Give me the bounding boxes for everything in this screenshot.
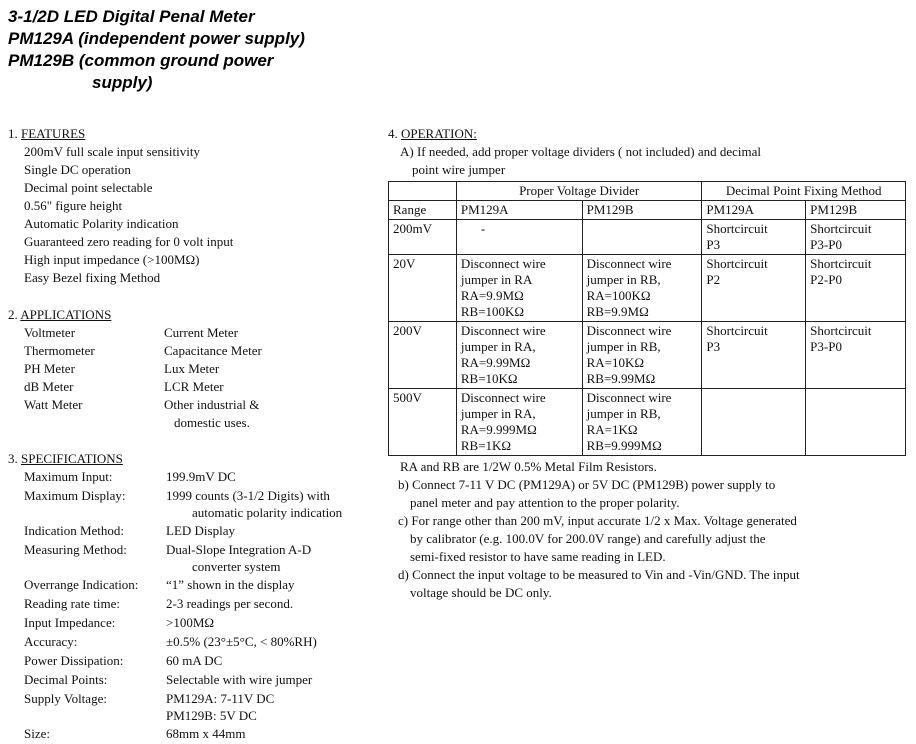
applications-heading-number: 2. xyxy=(8,307,21,322)
spec-label: Overrange Indication: xyxy=(24,577,139,592)
cell-line: Shortcircuit xyxy=(810,323,872,338)
resistor-note: RA and RB are 1/2W 0.5% Metal Film Resistors. xyxy=(400,459,657,474)
applications-heading: APPLICATIONS xyxy=(20,307,112,322)
specifications-heading: SPECIFICATIONS xyxy=(21,451,123,466)
operation-steps xyxy=(388,476,908,602)
cell-line: Disconnect wire xyxy=(460,323,546,338)
spec-value xyxy=(166,541,366,575)
cell-line: RB=1KΩ xyxy=(460,438,512,453)
spec-value-line: 1999 counts (3-1/2 Digits) with xyxy=(166,488,330,503)
cell-line: - xyxy=(480,221,486,236)
range-cell: 200V xyxy=(389,322,457,389)
spec-value-line: 60 mA DC xyxy=(166,653,223,668)
spec-value-line: >100MΩ xyxy=(166,615,215,630)
spec-value xyxy=(166,595,366,613)
table-cell xyxy=(702,322,806,389)
cell-line: RB=9.9MΩ xyxy=(586,304,649,319)
spec-value-line: PM129A: 7-11V DC xyxy=(166,691,275,706)
specifications-heading-number: 3. xyxy=(8,451,21,466)
title-line-1: 3-1/2D LED Digital Penal Meter xyxy=(8,7,255,26)
table-cell xyxy=(456,322,582,389)
table-cell xyxy=(582,220,702,255)
cell-line: Shortcircuit xyxy=(706,256,768,271)
table-cell xyxy=(806,255,906,322)
spec-value xyxy=(166,487,366,521)
spec-value-line: Dual-Slope Integration A-D xyxy=(166,542,312,557)
spec-value-line: Selectable with wire jumper xyxy=(166,672,313,687)
cell-line: jumper in RA xyxy=(460,272,533,287)
table-row xyxy=(389,389,906,456)
table-row xyxy=(389,322,906,389)
features-section xyxy=(8,125,233,287)
spec-value-line: 2-3 readings per second. xyxy=(166,596,294,611)
operation-heading-number: 4. xyxy=(388,126,401,141)
spec-label: Decimal Points: xyxy=(24,672,108,687)
cell-line: P2-P0 xyxy=(810,272,842,287)
document-title xyxy=(8,6,305,94)
application-item: dB Meter xyxy=(24,379,74,394)
applications-grid xyxy=(8,324,374,432)
feature-item: Decimal point selectable xyxy=(24,180,153,195)
spec-value xyxy=(166,633,366,651)
cell-line: Shortcircuit xyxy=(810,256,872,271)
operation-table xyxy=(388,181,906,456)
table-corner-cell xyxy=(389,182,457,201)
spec-value xyxy=(166,690,366,724)
table-row xyxy=(389,220,906,255)
spec-value xyxy=(166,725,366,743)
cell-line: jumper in RB, xyxy=(586,272,661,287)
spec-label: Accuracy: xyxy=(24,634,78,649)
cell-line: Disconnect wire xyxy=(460,256,546,271)
title-line-2: PM129A (independent power supply) xyxy=(8,29,305,48)
cell-line: RA=9.99MΩ xyxy=(460,355,531,370)
operation-step-c: c) For range other than 200 mV, input accurate 1/2 x Max. Voltage generated xyxy=(398,513,797,528)
applications-column-1 xyxy=(24,324,164,432)
spec-value-line: automatic polarity indication xyxy=(192,505,343,520)
operation-step-c-continued-2: semi-fixed resistor to have same reading in LED. xyxy=(410,549,666,564)
operation-section xyxy=(388,125,908,602)
spec-value xyxy=(166,614,366,632)
cell-line: RA=9.999MΩ xyxy=(460,422,537,437)
application-item: Other industrial & xyxy=(164,397,260,412)
title-line-3: PM129B (common ground power xyxy=(8,51,274,70)
cell-line: Shortcircuit xyxy=(706,221,768,236)
spec-value-line: LED Display xyxy=(166,523,235,538)
application-item: Capacitance Meter xyxy=(164,343,262,358)
table-cell xyxy=(806,220,906,255)
application-item: Thermometer xyxy=(24,343,95,358)
operation-step-d-continued: voltage should be DC only. xyxy=(410,585,552,600)
application-item: Voltmeter xyxy=(24,325,76,340)
divider-pm129a-header: PM129A xyxy=(456,201,582,220)
operation-step-b-continued: panel meter and pay attention to the proper polarity. xyxy=(410,495,680,510)
applications-column-2 xyxy=(164,324,374,432)
table-cell xyxy=(456,255,582,322)
cell-line: Disconnect wire xyxy=(586,256,672,271)
spec-value-line: ±0.5% (23°±5°C, < 80%RH) xyxy=(166,634,317,649)
table-cell xyxy=(456,389,582,456)
feature-item: Single DC operation xyxy=(24,162,131,177)
range-cell: 20V xyxy=(389,255,457,322)
cell-line: Disconnect wire xyxy=(586,323,672,338)
feature-item: Automatic Polarity indication xyxy=(24,216,179,231)
cell-line: RB=9.999MΩ xyxy=(586,438,662,453)
cell-line: P3-P0 xyxy=(810,339,842,354)
cell-line: RB=100KΩ xyxy=(460,304,525,319)
spec-label: Supply Voltage: xyxy=(24,691,107,706)
operation-table-body xyxy=(389,220,906,456)
cell-line: jumper in RB, xyxy=(586,339,661,354)
spec-label: Indication Method: xyxy=(24,523,125,538)
operation-step-b: b) Connect 7-11 V DC (PM129A) or 5V DC (PM129B) power supply to xyxy=(398,477,776,492)
application-item: LCR Meter xyxy=(164,379,224,394)
range-header: Range xyxy=(389,201,457,220)
features-list xyxy=(8,143,233,287)
operation-step-a: A) If needed, add proper voltage dividers ( not included) and decimal xyxy=(400,144,761,159)
cell-line: RA=1KΩ xyxy=(586,422,638,437)
operation-step-d: d) Connect the input voltage to be measured to Vin and -Vin/GND. The input xyxy=(398,567,800,582)
divider-header: Proper Voltage Divider xyxy=(456,182,702,201)
cell-line: P3-P0 xyxy=(810,237,842,252)
spec-value-line: “1” shown in the display xyxy=(166,577,295,592)
table-cell xyxy=(806,389,906,456)
application-item: Lux Meter xyxy=(164,361,220,376)
decimal-header: Decimal Point Fixing Method xyxy=(702,182,906,201)
cell-line: RA=9.9MΩ xyxy=(460,288,524,303)
spec-value-line: 199.9mV DC xyxy=(166,469,236,484)
spec-value-line: converter system xyxy=(192,559,281,574)
cell-line: RB=9.99MΩ xyxy=(586,371,656,386)
specifications-section xyxy=(8,450,366,743)
spec-label: Measuring Method: xyxy=(24,542,127,557)
divider-pm129b-header: PM129B xyxy=(582,201,702,220)
cell-line: P3 xyxy=(706,339,721,354)
operation-step-a-continued: point wire jumper xyxy=(412,162,506,177)
cell-line: P2 xyxy=(706,272,721,287)
spec-value-line: 68mm x 44mm xyxy=(166,726,246,741)
decimal-pm129a-header: PM129A xyxy=(702,201,806,220)
table-cell xyxy=(702,220,806,255)
spec-value xyxy=(166,652,366,670)
spec-label: Reading rate time: xyxy=(24,596,121,611)
spec-label: Size: xyxy=(24,726,50,741)
decimal-pm129b-header: PM129B xyxy=(806,201,906,220)
table-cell xyxy=(582,322,702,389)
cell-line: jumper in RA, xyxy=(460,406,536,421)
spec-label: Maximum Display: xyxy=(24,488,126,503)
cell-line: jumper in RB, xyxy=(586,406,661,421)
cell-line: RA=10KΩ xyxy=(586,355,645,370)
cell-line: Disconnect wire xyxy=(586,390,672,405)
cell-line: jumper in RA, xyxy=(460,339,536,354)
feature-item: 200mV full scale input sensitivity xyxy=(24,144,200,159)
spec-value xyxy=(166,468,366,486)
cell-line: Disconnect wire xyxy=(460,390,546,405)
features-heading: FEATURES xyxy=(21,126,86,141)
spec-value-line: PM129B: 5V DC xyxy=(166,708,257,723)
table-cell xyxy=(702,255,806,322)
spec-label: Maximum Input: xyxy=(24,469,113,484)
spec-label: Power Dissipation: xyxy=(24,653,124,668)
spec-value xyxy=(166,671,366,689)
operation-heading: OPERATION: xyxy=(401,126,477,141)
application-item: Current Meter xyxy=(164,325,239,340)
cell-line: Shortcircuit xyxy=(706,323,768,338)
feature-item: 0.56" figure height xyxy=(24,198,123,213)
range-cell: 500V xyxy=(389,389,457,456)
operation-step-c-continued: by calibrator (e.g. 100.0V for 200.0V range) and carefully adjust the xyxy=(410,531,766,546)
table-cell xyxy=(582,389,702,456)
cell-line: Shortcircuit xyxy=(810,221,872,236)
table-cell xyxy=(582,255,702,322)
range-cell: 200mV xyxy=(389,220,457,255)
cell-line: RB=10KΩ xyxy=(460,371,518,386)
spec-label: Input Impedance: xyxy=(24,615,116,630)
table-cell xyxy=(806,322,906,389)
specifications-grid xyxy=(8,468,366,743)
title-line-4: supply) xyxy=(92,73,153,92)
cell-line: RA=100KΩ xyxy=(586,288,651,303)
application-item: domestic uses. xyxy=(174,415,250,430)
table-row xyxy=(389,255,906,322)
spec-value xyxy=(166,576,366,594)
cell-line: P3 xyxy=(706,237,721,252)
spec-value xyxy=(166,522,366,540)
table-cell xyxy=(702,389,806,456)
feature-item: Easy Bezel fixing Method xyxy=(24,270,161,285)
feature-item: Guaranteed zero reading for 0 volt input xyxy=(24,234,234,249)
applications-section xyxy=(8,306,374,432)
features-heading-number: 1. xyxy=(8,126,21,141)
table-cell xyxy=(456,220,582,255)
application-item: Watt Meter xyxy=(24,397,83,412)
feature-item: High input impedance (>100MΩ) xyxy=(24,252,200,267)
application-item: PH Meter xyxy=(24,361,75,376)
